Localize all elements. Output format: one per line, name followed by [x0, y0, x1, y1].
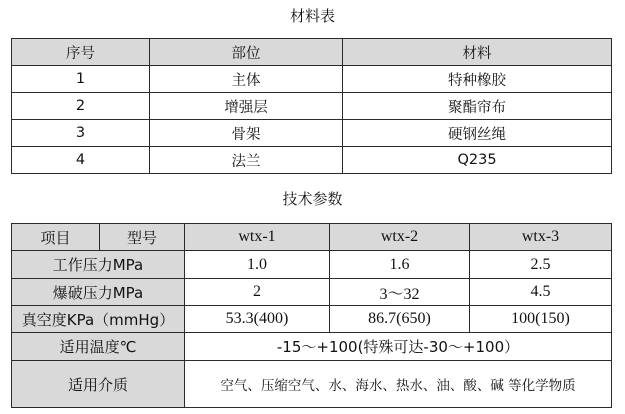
row-value: 100(150)	[470, 306, 612, 333]
header-model: 型号	[100, 224, 185, 251]
row-value: 2.5	[470, 251, 612, 279]
row-part: 骨架	[150, 120, 343, 147]
table-row	[12, 333, 612, 361]
table-row	[12, 251, 612, 279]
materials-table-title: 材料表	[289, 7, 335, 25]
table-row	[12, 279, 612, 306]
row-label: 适用温度℃	[12, 333, 185, 361]
tech-table-title: 技术参数	[282, 190, 343, 208]
model-wtx-2: wtx-2	[330, 224, 470, 251]
row-index: 4	[12, 147, 150, 174]
row-label: 爆破压力MPa	[12, 279, 185, 306]
header-index: 序号	[12, 39, 150, 66]
row-value: 1.6	[330, 251, 470, 279]
row-value: 1.0	[185, 251, 330, 279]
applicable-media: 空气、压缩空气、水、海水、热水、油、酸、碱 等化学物质	[185, 361, 612, 408]
row-index: 2	[12, 93, 150, 120]
table-row	[12, 361, 612, 408]
table-row	[12, 306, 612, 333]
row-label: 工作压力MPa	[12, 251, 185, 279]
temperature-range: -15～+100(特殊可达-30～+100）	[185, 333, 612, 361]
row-value: 2	[185, 279, 330, 306]
row-material: 聚酯帘布	[343, 93, 612, 120]
row-index: 1	[12, 66, 150, 93]
row-material: 硬钢丝绳	[343, 120, 612, 147]
row-value: 3～32	[330, 279, 470, 306]
row-value: 86.7(650)	[330, 306, 470, 333]
table-row	[12, 66, 612, 93]
header-material: 材料	[343, 39, 612, 66]
row-part: 主体	[150, 66, 343, 93]
row-value: 4.5	[470, 279, 612, 306]
row-value: 53.3(400)	[185, 306, 330, 333]
table-row	[12, 93, 612, 120]
row-label: 适用介质	[12, 361, 185, 408]
header-part: 部位	[150, 39, 343, 66]
table-row	[12, 120, 612, 147]
model-wtx-3: wtx-3	[470, 224, 612, 251]
row-material: 特种橡胶	[343, 66, 612, 93]
tech-params-table	[11, 223, 612, 408]
materials-table	[11, 38, 612, 174]
tech-header-row	[12, 224, 612, 251]
table-row	[12, 147, 612, 174]
model-wtx-1: wtx-1	[185, 224, 330, 251]
row-part: 法兰	[150, 147, 343, 174]
header-item: 项目	[12, 224, 100, 251]
row-label: 真空度KPa（mmHg）	[12, 306, 185, 333]
row-material: Q235	[343, 147, 612, 174]
row-part: 增强层	[150, 93, 343, 120]
materials-header-row	[12, 39, 612, 66]
row-index: 3	[12, 120, 150, 147]
